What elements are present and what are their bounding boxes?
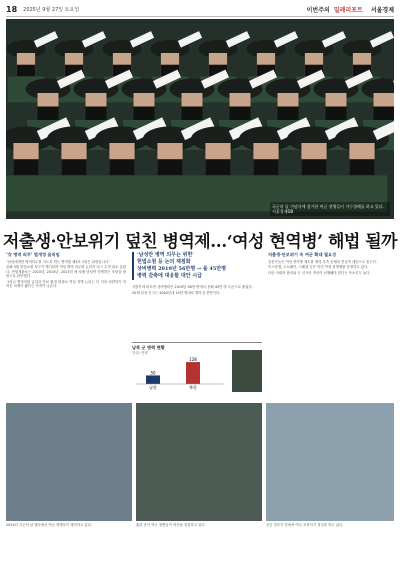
photo-parade	[6, 403, 132, 521]
chart-unit: 단위: 만명	[132, 351, 148, 355]
brand-prefix: 이번주의	[306, 7, 330, 14]
pull-quote-line: ‘남성만 병역 의무는 위헌’	[137, 252, 195, 258]
subhead-1: ‘女 병역 의무’ 법개정 움직임	[6, 252, 60, 257]
paragraph: 이스라엘, 노르웨이, 스웨덴 등은 이미 여성 징병제를 운영하고 있다.	[268, 265, 369, 270]
photo-fighter-jet	[266, 403, 394, 521]
headline: 저출생·안보위기 덮친 병역제…‘여성 현역병’ 해법 될까	[2, 232, 398, 252]
paragraph: 20세 남성 인구는 2040년대 10만 명대로 떨어질 전망이다.	[132, 290, 221, 295]
bar-북한	[186, 362, 200, 384]
saluting-soldiers-image	[6, 19, 394, 219]
subhead-2: 저출생·안보위기 속 여군 확대 필요성	[268, 252, 337, 257]
inset-photo	[232, 350, 262, 392]
photo-caption-3: 공군 전투기 앞에서 여군 조종사가 점검을 하고 있다.	[266, 523, 344, 527]
article-column-2	[132, 285, 262, 296]
brand-accent: 밀레리포트	[333, 7, 363, 14]
pull-quote	[132, 252, 262, 280]
data-label: 128	[189, 357, 197, 363]
chart-title: 남북 군 병력 현황	[132, 345, 165, 350]
main-photo	[6, 19, 394, 219]
page-header	[6, 3, 394, 17]
paragraph: 다만 사회적 합의와 군 인프라 개선이 선행돼야 한다는 목소리도 높다.	[268, 270, 371, 275]
tick-label: 남한	[149, 385, 157, 390]
photo-caption-2: 훈련 중인 여군 장병들이 작전을 점검하고 있다.	[136, 523, 206, 527]
photo-training	[136, 403, 262, 521]
paragraph: “남성에게만 병역의무를 지도록 하는 병역법 제3조 1항은 위헌입니다.”	[6, 259, 111, 264]
photo-caption-1: 2024년 국군의 날 행사에서 여군 장병들이 행진하고 있다.	[6, 523, 93, 527]
page-number: 18	[6, 5, 18, 14]
paragraph: 국방부에 따르면 상비병력은 2019년 56만 명에서 올해 45만 명 수준으로 줄었다.	[132, 285, 253, 289]
paragraph: 올해 3월 헌법소원 청구가 제기되며 여성 병역 의무화 논의가 다시 수면 위로 올랐다. 헌법재판소는 2010년, 2014년, 2023년 세 차례 남성만 징병하는 조항을 합헌으로 판단했다.	[6, 265, 126, 279]
brand-logo	[307, 5, 363, 14]
data-label: 50	[150, 370, 156, 376]
chart-svg	[132, 356, 228, 390]
tick-label: 북한	[189, 385, 197, 390]
photo-caption: 국군의 날 기념식에 참가한 여군 장병들이 거수경례를 하고 있다. 서울경제DB	[270, 202, 390, 216]
pull-quote-line: 헌법소원 등 논의 재점화	[137, 259, 191, 265]
issue-date: 2025년 9월 27일 토요일	[23, 7, 80, 13]
pull-quote-line: 상비병력 2019년 56만명 → 올 45만명	[137, 266, 227, 272]
paragraph: 전문가들은 여성 현역병 제도를 병력 부족 문제의 현실적 대안으로 꼽는다.	[268, 259, 378, 264]
bar-남한	[146, 375, 160, 384]
pull-quote-line: 병력 감축에 대응할 대안 시급	[137, 273, 202, 279]
paragraph: 그러나 병역자원 급감과 안보 환경 변화로 여성 징병 논의는 더 이상 외면하기 어려운 과제가 됐다는 지적이 나온다.	[6, 279, 126, 289]
newspaper-name: 서울경제	[370, 7, 394, 14]
